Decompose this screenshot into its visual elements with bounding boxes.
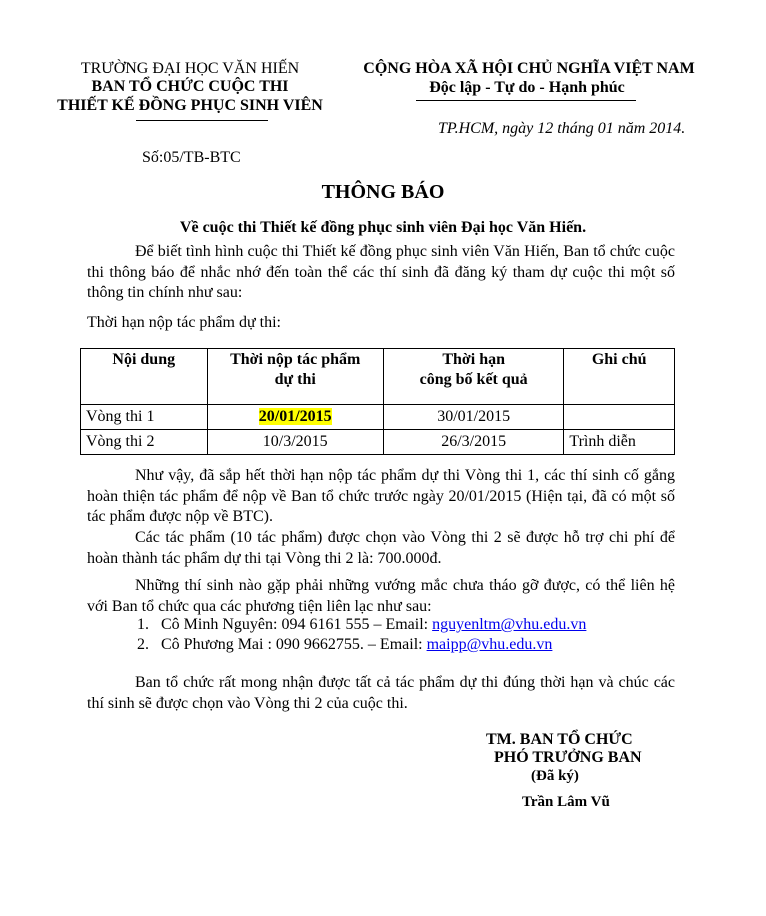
- table-row: [81, 405, 675, 430]
- intro-paragraph: Để biết tình hình cuộc thi Thiết kế đồng phục sinh viên Văn Hiến, Ban tổ chức cuộc thi thông báo để nhắc nhớ đến toàn thể các thí sinh đã đăng ký tham dự cuộc thi một số thông tin chính như sau:: [87, 243, 675, 301]
- email-link[interactable]: maipp@vhu.edu.vn: [426, 636, 553, 653]
- contact-details: Cô Phương Mai : 090 9662755. – Email:: [161, 636, 427, 653]
- signature-signed-note: (Đã ký): [531, 768, 579, 784]
- date-location-line: TP.HCM, ngày 12 tháng 01 năm 2014.: [438, 120, 686, 137]
- contact-item: [137, 616, 586, 634]
- contact-intro-paragraph: Những thí sinh nào gặp phải những vướng mắc chưa tháo gỡ được, có thể liên hệ với Ban tổ chức qua các phương tiện liên lạc như sau:: [87, 577, 675, 615]
- document-number: Số:05/TB-BTC: [142, 149, 241, 166]
- cell-round: Vòng thi 1: [81, 405, 208, 430]
- table-header-row: [81, 349, 675, 405]
- header-content: Nội dung: [81, 349, 208, 405]
- national-title: CỘNG HÒA XÃ HỘI CHỦ NGHĨA VIỆT NAM: [363, 60, 695, 77]
- closing-paragraph: Ban tổ chức rất mong nhận được tất cả tác phẩm dự thi đúng thời hạn và chúc các thí sinh sẽ được chọn vào Vòng thi 2 của cuộc thi.: [87, 674, 675, 712]
- cell-announce-date: 30/01/2015: [383, 405, 563, 430]
- motto-underline-divider: [416, 100, 636, 101]
- cell-round: Vòng thi 2: [81, 430, 208, 455]
- org-committee-name: BAN TỔ CHỨC CUỘC THI: [91, 78, 289, 95]
- document-subtitle: Về cuộc thi Thiết kế đồng phục sinh viên Đại học Văn Hiến.: [179, 219, 587, 236]
- header-announce-deadline: Thời hạn công bố kết quả: [383, 349, 563, 405]
- org-underline-divider: [136, 120, 268, 121]
- cell-note: [564, 405, 675, 430]
- reminder-paragraph: Như vậy, đã sắp hết thời hạn nộp tác phẩm dự thi Vòng thi 1, các thí sinh cố gắng hoàn thiện tác phẩm để nộp về Ban tổ chức trước ngày 20/01/2015 (Hiện tại, đã có một số tác phẩm được nộp về BTC).: [87, 467, 675, 525]
- contact-number: 2.: [137, 636, 149, 653]
- contact-item: [137, 636, 552, 654]
- contact-details: Cô Minh Nguyên: 094 6161 555 – Email:: [161, 616, 433, 633]
- table-row: [81, 430, 675, 455]
- schedule-table: [80, 348, 675, 455]
- org-contest-name: THIẾT KẾ ĐỒNG PHỤC SINH VIÊN: [57, 97, 323, 114]
- document-title: THÔNG BÁO: [321, 181, 445, 203]
- deadline-label: Thời hạn nộp tác phẩm dự thi:: [87, 314, 281, 331]
- cell-submit-date: [207, 405, 383, 430]
- header-note: Ghi chú: [564, 349, 675, 405]
- cell-submit-date: 10/3/2015: [207, 430, 383, 455]
- header-submit-time: Thời nộp tác phẩm dự thi: [207, 349, 383, 405]
- highlighted-date: 20/01/2015: [258, 408, 332, 425]
- signature-title: TM. BAN TỔ CHỨC: [486, 731, 633, 748]
- national-motto: Độc lập - Tự do - Hạnh phúc: [429, 79, 625, 96]
- cell-note: Trình diễn: [564, 430, 675, 455]
- email-link[interactable]: nguyenltm@vhu.edu.vn: [432, 616, 587, 633]
- contact-number: 1.: [137, 616, 149, 633]
- signature-name: Trần Lâm Vũ: [522, 794, 610, 810]
- support-paragraph: Các tác phẩm (10 tác phẩm) được chọn vào Vòng thi 2 sẽ được hỗ trợ chi phí để hoàn thành tác phẩm dự thi tại Vòng thi 2 là: 700.000đ.: [87, 529, 675, 567]
- cell-announce-date: 26/3/2015: [383, 430, 563, 455]
- org-university-name: TRƯỜNG ĐẠI HỌC VĂN HIẾN: [80, 60, 300, 77]
- signature-position: PHÓ TRƯỞNG BAN: [494, 749, 642, 766]
